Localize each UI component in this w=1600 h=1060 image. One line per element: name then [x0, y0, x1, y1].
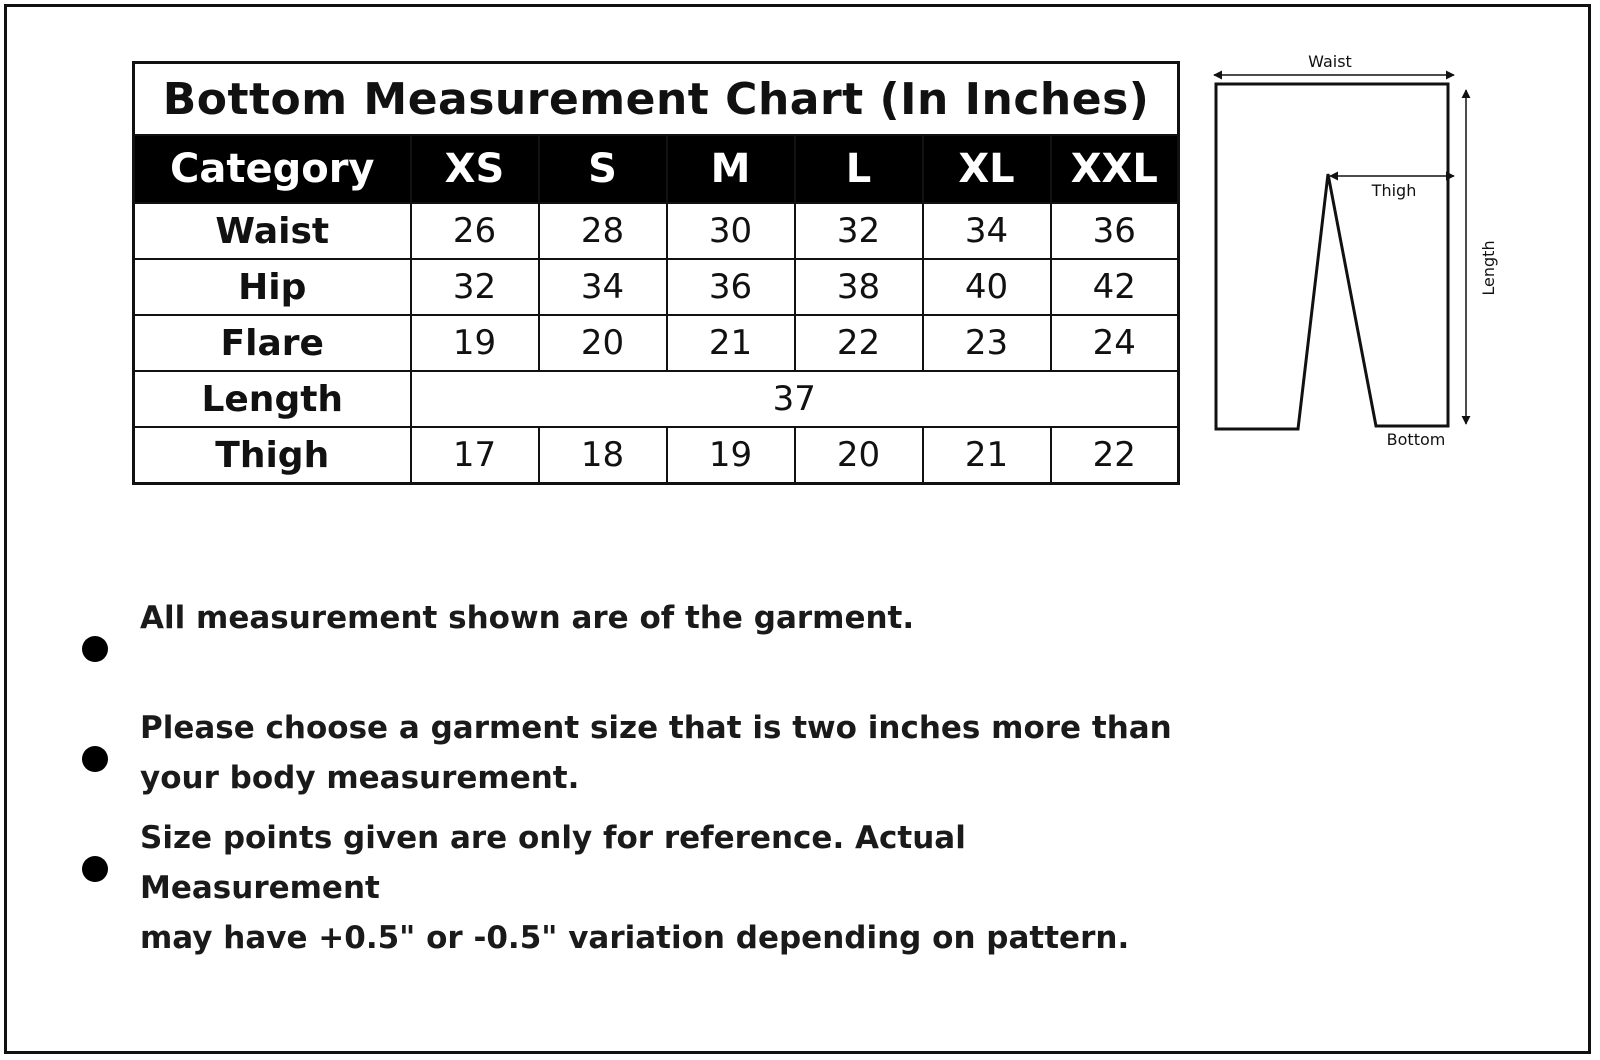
- bullet-dot-icon: [82, 856, 108, 882]
- table-cell: 32: [411, 259, 539, 315]
- table-cell: 17: [411, 427, 539, 484]
- table-row-length: [134, 371, 1179, 427]
- header-size-m: M: [667, 135, 795, 203]
- row-label: Length: [134, 371, 411, 427]
- header-category: Category: [134, 135, 411, 203]
- pants-diagram: [1200, 48, 1520, 458]
- table-cell: 40: [923, 259, 1051, 315]
- note-text: Size points given are only for reference. Actual Measurement may have +0.5" or -0.5" variation depending on pattern.: [140, 820, 1130, 956]
- header-size-s: S: [539, 135, 667, 203]
- table-cell-merged: 37: [411, 371, 1179, 427]
- table-cell: 19: [667, 427, 795, 484]
- table-cell: 19: [411, 315, 539, 371]
- header-size-xs: XS: [411, 135, 539, 203]
- row-label: Hip: [134, 259, 411, 315]
- table-cell: 36: [667, 259, 795, 315]
- measurement-table: [132, 61, 1180, 485]
- table-row-hip: [134, 259, 1179, 315]
- table-cell: 20: [795, 427, 923, 484]
- note-text: Please choose a garment size that is two inches more than your body measurement.: [140, 710, 1172, 796]
- table-cell: 34: [539, 259, 667, 315]
- table-cell: 26: [411, 203, 539, 259]
- table-cell: 18: [539, 427, 667, 484]
- table-cell: 30: [667, 203, 795, 259]
- table-cell: 32: [795, 203, 923, 259]
- table-row-waist: [134, 203, 1179, 259]
- table-row-thigh: [134, 427, 1179, 484]
- note-text: All measurement shown are of the garment.: [140, 600, 915, 636]
- row-label: Flare: [134, 315, 411, 371]
- table-cell: 28: [539, 203, 667, 259]
- table-cell: 22: [1051, 427, 1179, 484]
- bullet-dot-icon: [82, 636, 108, 662]
- table-cell: 24: [1051, 315, 1179, 371]
- table-cell: 20: [539, 315, 667, 371]
- table-cell: 21: [923, 427, 1051, 484]
- waist-label: Waist: [1308, 52, 1352, 71]
- table-cell: 22: [795, 315, 923, 371]
- pants-outline: [1216, 84, 1448, 429]
- table-cell: 38: [795, 259, 923, 315]
- length-label: Length: [1479, 240, 1498, 296]
- bottom-label: Bottom: [1386, 430, 1446, 449]
- header-size-l: L: [795, 135, 923, 203]
- table-cell: 21: [667, 315, 795, 371]
- row-label: Waist: [134, 203, 411, 259]
- table-cell: 42: [1051, 259, 1179, 315]
- thigh-label: Thigh: [1371, 181, 1417, 200]
- row-label: Thigh: [134, 427, 411, 484]
- table-header-row: [134, 135, 1179, 203]
- table-title: Bottom Measurement Chart (In Inches): [134, 63, 1179, 136]
- bullet-dot-icon: [82, 746, 108, 772]
- table-row-flare: [134, 315, 1179, 371]
- header-size-xxl: XXL: [1051, 135, 1179, 203]
- header-size-xl: XL: [923, 135, 1051, 203]
- table-cell: 34: [923, 203, 1051, 259]
- table-cell: 36: [1051, 203, 1179, 259]
- table-cell: 23: [923, 315, 1051, 371]
